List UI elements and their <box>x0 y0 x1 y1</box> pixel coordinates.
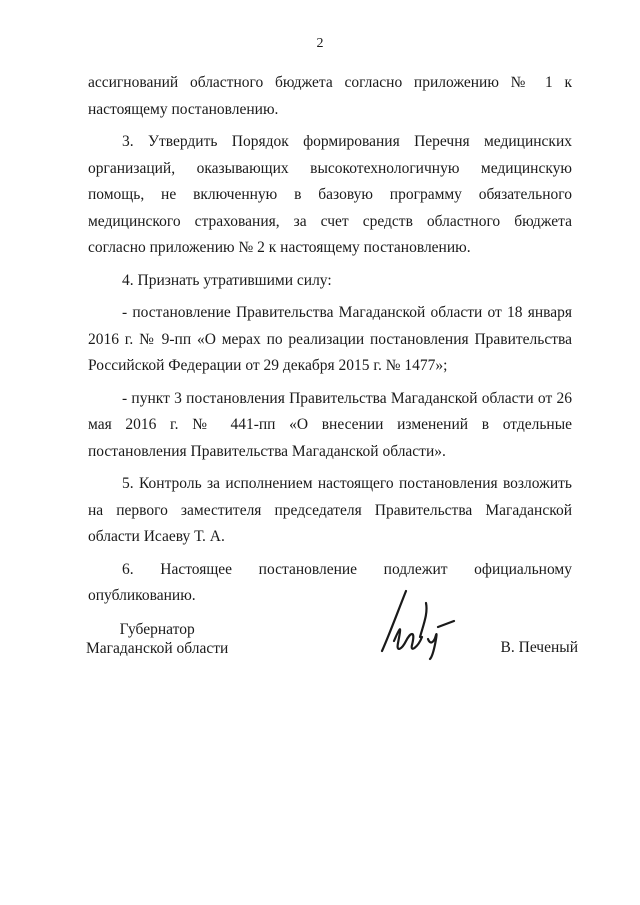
signatory-name: В. Печеный <box>500 639 578 656</box>
signatory-title-line2: Магаданской области <box>86 640 229 657</box>
page-number: 2 <box>316 36 324 51</box>
signatory-title <box>86 620 228 658</box>
signatory-title-line1: Губернатор <box>119 621 195 638</box>
paragraph-5: - пункт 3 постановления Правительства Магаданской области от 26 мая 2016 г. № 441-пп «О внесении изменений в отдельные постановления Правительства Магаданской области». <box>88 389 572 460</box>
paragraph-4: - постановление Правительства Магаданской области от 18 января 2016 г. № 9-пп «О мерах по реализации постановления Правительства Российской Федерации от 29 декабря 2015 г. № 1477»; <box>88 304 572 374</box>
paragraph-7: 6. Настоящее постановление подлежит официальному опубликованию. <box>88 560 572 604</box>
paragraph-6: 5. Контроль за исполнением настоящего постановления возложить на первого заместителя председателя Правительства Магаданской области Исаеву Т. А. <box>88 475 572 545</box>
paragraph-2: 3. Утвердить Порядок формирования Перечня медицинских организаций, оказывающих высокотехнологичную медицинскую помощь, не включенную в базовую программу обязательного медицинского страхования, за счет средств областного бюджета согласно приложению № 2 к настоящему постановлению. <box>88 133 572 256</box>
paragraph-3: 4. Признать утратившими силу: <box>122 271 332 289</box>
handwritten-signature <box>372 583 456 661</box>
paragraph-1: ассигнований областного бюджета согласно приложению № 1 к настоящему постановлению. <box>88 74 572 118</box>
document-body <box>88 70 572 616</box>
